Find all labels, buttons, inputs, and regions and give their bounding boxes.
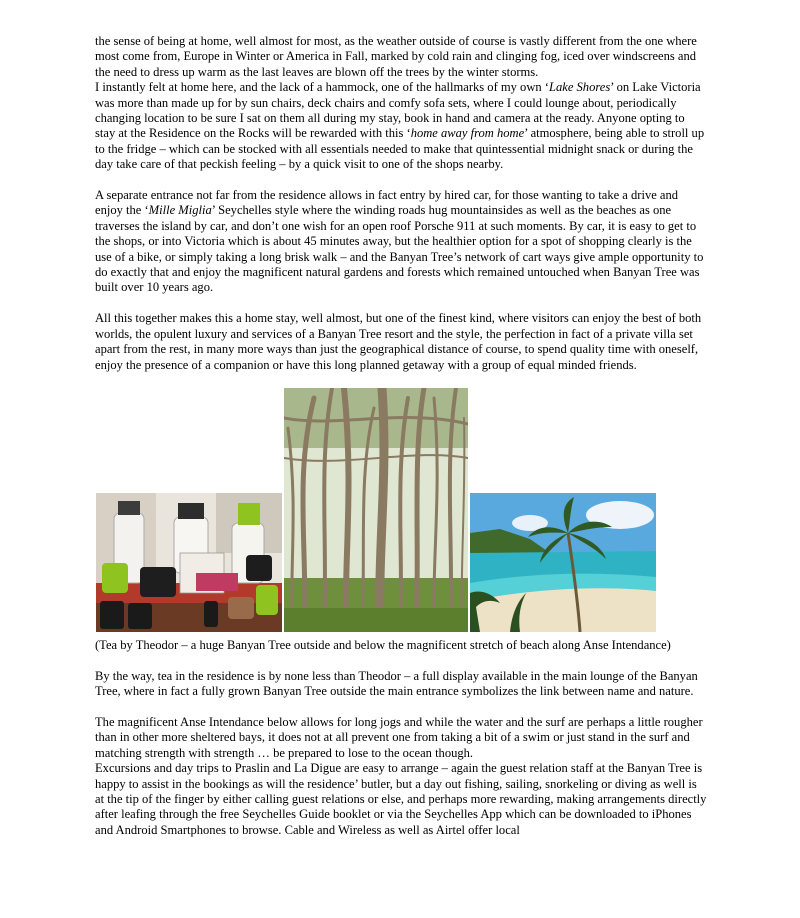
beach-photo [470, 493, 656, 632]
paragraph-separate-entrance [95, 188, 707, 296]
italic-run: Lake Shores [549, 80, 611, 95]
text-run: Excursions and day trips to Praslin and La Digue are easy to arrange – again the guest relation staff at the Banyan Tree is happy to assist in the bookings as will the residence’ butler, but a day out fishing, sailing, snorkeling or diving as well is at the tip of the finger by either calling guest relations or else, and perhaps more rewarding, making arrangements directly after leafing through the free Seychelles Guide booklet or via the Seychelles App which can be downloaded to iPhones and Android Smartphones to browse. Cable and Wireless as well as Airtel offer local [95, 761, 707, 837]
paragraph-home-feeling [95, 34, 707, 80]
paragraph-anse-intendance [95, 715, 707, 761]
text-run: I instantly felt at home here, and the lack of a hammock, one of the hallmarks of my own ‘ [95, 80, 549, 95]
text-run: the sense of being at home, well almost for most, as the weather outside of course is vastly different from the one where most come from, Europe in Winter or America in Fall, marked by cold rain and clinging fog, iced over windscreens and the need to dress up warm as the last leaves are blown off the trees by the winter storms. [95, 34, 697, 79]
paragraph-home-stay [95, 311, 707, 373]
text-run: ’ Seychelles style where the winding roads hug mountainsides as well as the beaches as one traverses the island by car, and don’t one wish for an open roof Porsche 911 at such moments. By car, it is easy to get to the shops, or into Victoria which is about 45 minutes away, but the healthier option for a spot of shopping clearly is the use of a bike, or simply taking a long brisk walk – and the Banyan Tree’s network of cart ways give ample opportunity to do exactly that and enjoy the magnificent natural gardens and forests which remained untouched when Banyan Tree was built over 10 years ago. [95, 203, 704, 295]
text-run: All this together makes this a home stay, well almost, but one of the finest kind, where visitors can enjoy the best of both worlds, the opulent luxury and services of a Banyan Tree resort and the style, the perfection in fact of a private villa set apart from the rest, in many more ways than just the geographical distance of course, to spend quality time with oneself, enjoy the presence of a companion or have this long planned getaway with a group of equal minded friends. [95, 311, 702, 372]
text-run: ’ atmosphere, being able to stroll up to the fridge – which can be stocked with all essentials needed to make that quintessential midnight snack or during the day take care of that peckish feeling – by a quick visit to one of the shops nearby. [95, 126, 705, 172]
text-run: The magnificent Anse Intendance below allows for long jogs and while the water and the surf are perhaps a little rougher than in other more sheltered bays, it does not at all prevent one from taking a bit of a swim or just stand in the surf and matching strength with strength … be prepared to lose to the ocean though. [95, 714, 703, 760]
tea-photo [96, 493, 282, 632]
banyan-tree-photo [284, 388, 468, 632]
paragraph-tea-theodor [95, 669, 707, 700]
text-run: ’ on Lake Victoria was more than made up for by sun chairs, deck chairs and comfy sofa sets, where I could lounge about, periodically changing location to be sure I sat on them all during my stay, book in hand and camera at the ready. Anyone opting to stay at the Residence on the Rocks will be rewarded with this ‘ [95, 80, 701, 141]
text-run: By the way, tea in the residence is by none less than Theodor – a full display available in the main lounge of the Banyan Tree, where in fact a fully grown Banyan Tree outside the main entrance symbolizes the link between name and nature. [95, 668, 698, 699]
photo-caption: (Tea by Theodor – a huge Banyan Tree outside and below the magnificent stretch of beach along Anse Intendance) [95, 637, 671, 652]
italic-run: Mille Miglia [148, 203, 212, 218]
photo-strip [95, 388, 707, 638]
document-page [95, 34, 707, 838]
italic-run: home away from home [410, 126, 525, 141]
paragraph-lake-shores [95, 80, 707, 172]
paragraph-excursions [95, 761, 707, 838]
text-run: A separate entrance not far from the residence allows in fact entry by hired car, for those wanting to take a drive and enjoy the ‘ [95, 188, 679, 218]
